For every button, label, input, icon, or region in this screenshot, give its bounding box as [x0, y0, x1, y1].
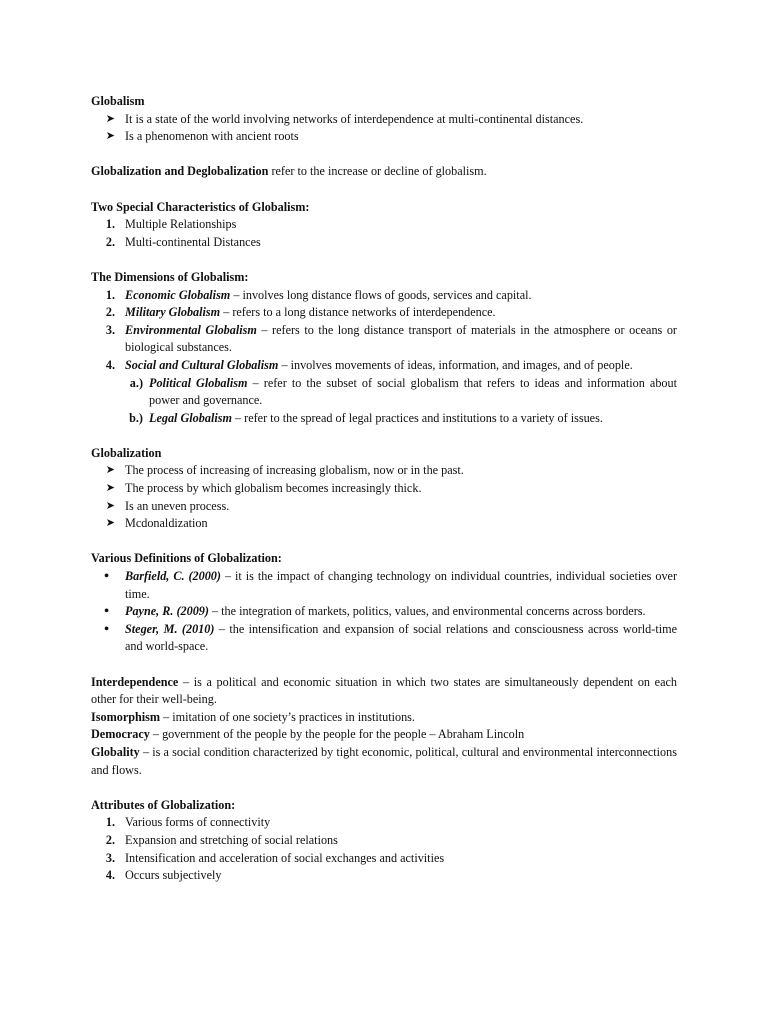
sub-list-item: a.) Political Globalism – refer to the subset of social globalism that refers to ideas and information about power and governance.: [129, 375, 677, 408]
sub-list-item: b.) Legal Globalism – refer to the spread of legal practices and institutions to a variety of issues.: [129, 410, 603, 425]
list-item: 3. Environmental Globalism – refers to the long distance transport of materials in the atmosphere or oceans or biological substances.: [105, 322, 677, 355]
list-item: 1. Multiple Relationships: [105, 217, 237, 232]
list-item: ➤ The process of increasing of increasing globalism, now or in the past.: [91, 462, 677, 480]
list-item: 2. Multi-continental Distances: [105, 234, 261, 249]
round-bullet-icon: •: [104, 621, 109, 637]
heading-attributes: Attributes of Globalization:: [91, 797, 236, 812]
list-item: 4. Occurs subjectively: [105, 868, 222, 883]
list-item: 4. Social and Cultural Globalism – involves movements of ideas, information, and images, and of people.: [105, 357, 633, 372]
list-item: 3. Intensification and acceleration of social exchanges and activities: [105, 850, 445, 865]
term-democracy: Democracy – government of the people by the people for the people – Abraham Lincoln: [91, 727, 525, 742]
arrow-bullet-icon: ➤: [105, 112, 115, 125]
list-item: ➤ It is a state of the world involving networks of interdependence at multi-continental distances.: [91, 111, 677, 129]
list-item: • Payne, R. (2009) – the integration of markets, politics, values, and environmental concerns across borders.: [91, 603, 677, 621]
round-bullet-icon: •: [104, 569, 109, 585]
heading-globalism: Globalism: [91, 94, 145, 108]
list-item: • Barfield, C. (2000) – it is the impact of changing technology on individual countries, individual societies over time.: [91, 568, 677, 603]
round-bullet-icon: •: [104, 604, 109, 620]
list-item: ➤ Is an uneven process.: [91, 498, 677, 516]
heading-two-special: Two Special Characteristics of Globalism:: [91, 199, 310, 214]
arrow-bullet-icon: ➤: [105, 130, 115, 143]
arrow-bullet-icon: ➤: [105, 517, 115, 530]
arrow-bullet-icon: ➤: [105, 464, 115, 477]
list-item: • Steger, M. (2010) – the intensification and expansion of social relations and consciousness across world-time and world-space.: [91, 621, 677, 656]
glob-deglob-paragraph: Globalization and Deglobalization refer to the increase or decline of globalism.: [91, 164, 487, 179]
term-isomorphism: Isomorphism – imitation of one society’s practices in institutions.: [91, 709, 415, 724]
arrow-bullet-icon: ➤: [105, 482, 115, 495]
list-item: 1. Economic Globalism – involves long distance flows of goods, services and capital.: [105, 287, 532, 302]
list-item: ➤ Is a phenomenon with ancient roots: [91, 128, 677, 146]
heading-globalization: Globalization: [91, 445, 162, 460]
list-item: ➤ The process by which globalism becomes increasingly thick.: [91, 480, 677, 498]
term-interdependence: Interdependence – is a political and economic situation in which two states are simultaneously dependent on each other for their well-being.: [91, 674, 677, 707]
heading-dimensions: The Dimensions of Globalism:: [91, 269, 249, 284]
term-globality: Globality – is a social condition characterized by tight economic, political, cultural and environmental interconnections and flows.: [91, 744, 677, 777]
list-item: 2. Expansion and stretching of social relations: [105, 832, 338, 847]
list-item: ➤ Mcdonaldization: [91, 515, 677, 533]
heading-definitions: Various Definitions of Globalization:: [91, 551, 282, 566]
list-item: 1. Various forms of connectivity: [105, 815, 271, 830]
arrow-bullet-icon: ➤: [105, 499, 115, 512]
list-item: 2. Military Globalism – refers to a long distance networks of interdependence.: [105, 305, 496, 320]
